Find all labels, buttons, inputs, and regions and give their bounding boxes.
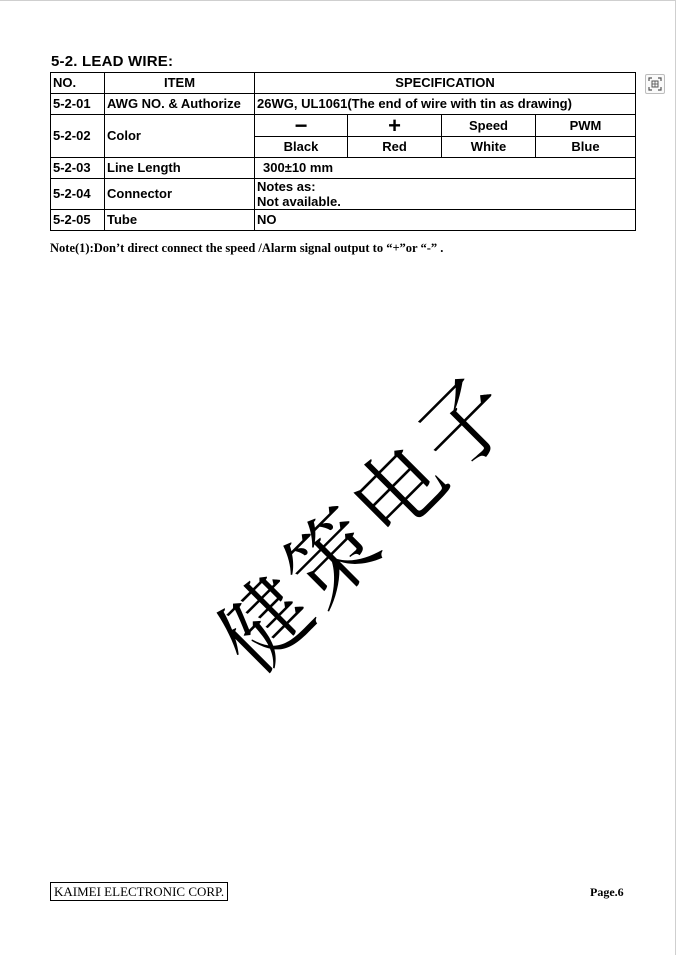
footer-company: KAIMEI ELECTRONIC CORP.: [50, 882, 228, 901]
note-text: Note(1):Don’t direct connect the speed /Alarm signal output to “+”or “-” .: [50, 241, 444, 255]
row-no: 5-2-04: [51, 179, 105, 210]
row-item: Connector: [105, 179, 255, 210]
color-red: Red: [348, 137, 442, 158]
lead-wire-table: [50, 72, 636, 231]
table-row: [51, 158, 636, 179]
connector-notes-line1: Notes as:: [257, 179, 316, 194]
row-no: 5-2-05: [51, 210, 105, 231]
signal-pwm: PWM: [536, 115, 636, 137]
row-item: Tube: [105, 210, 255, 231]
signal-minus: −: [255, 115, 348, 137]
color-black: Black: [255, 137, 348, 158]
connector-notes-line2: Not available.: [257, 194, 341, 209]
row-no: 5-2-02: [51, 115, 105, 158]
table-row: [51, 94, 636, 115]
row-spec: [255, 179, 636, 210]
row-item: Color: [105, 115, 255, 158]
row-no: 5-2-01: [51, 94, 105, 115]
section-title: 5-2. LEAD WIRE:: [51, 53, 174, 70]
row-item: AWG NO. & Authorize: [105, 94, 255, 115]
row-spec: 26WG, UL1061(The end of wire with tin as drawing): [255, 94, 636, 115]
scan-icon[interactable]: [645, 74, 665, 94]
signal-plus: +: [348, 115, 442, 137]
row-no: 5-2-03: [51, 158, 105, 179]
table-row: [51, 210, 636, 231]
header-specification: SPECIFICATION: [255, 73, 636, 94]
table-row: [51, 179, 636, 210]
watermark-text: 健策电子: [198, 353, 537, 692]
color-blue: Blue: [536, 137, 636, 158]
header-item: ITEM: [105, 73, 255, 94]
signal-speed: Speed: [442, 115, 536, 137]
page-number: Page.6: [590, 885, 624, 899]
table-header-row: [51, 73, 636, 94]
table-row-color-signals: [51, 115, 636, 137]
row-spec: 300±10 mm: [255, 158, 636, 179]
header-no: NO.: [51, 73, 105, 94]
color-white: White: [442, 137, 536, 158]
row-item: Line Length: [105, 158, 255, 179]
row-spec: NO: [255, 210, 636, 231]
